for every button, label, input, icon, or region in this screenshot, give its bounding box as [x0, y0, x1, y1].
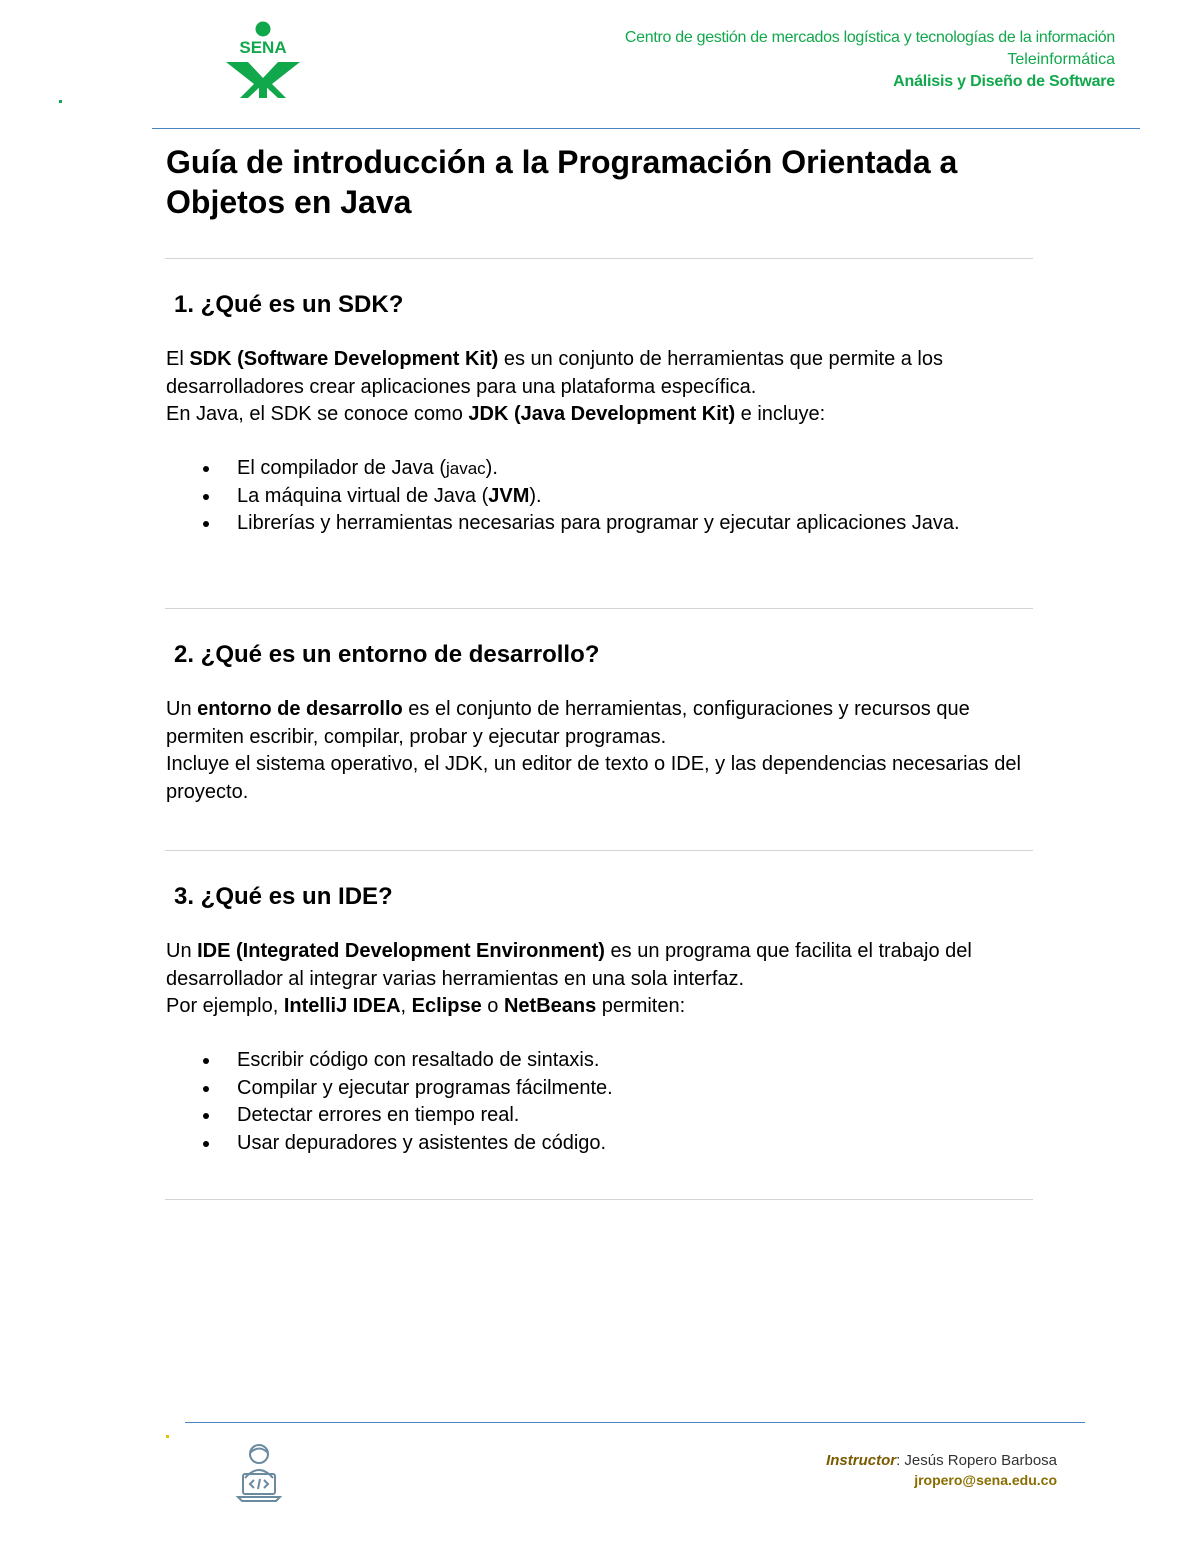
- decorative-dot: [166, 1435, 169, 1438]
- section-2-heading: 2. ¿Qué es un entorno de desarrollo?: [174, 641, 600, 668]
- sena-logo: [220, 20, 306, 100]
- header-divider: [152, 128, 1140, 129]
- program-name: Análisis y Diseño de Software: [893, 73, 1115, 90]
- list-item: Detectar errores en tiempo real.: [200, 1102, 1060, 1130]
- list-item: Usar depuradores y asistentes de código.: [200, 1130, 1060, 1158]
- section-2-paragraph: Un entorno de desarrollo es el conjunto de herramientas, configuraciones y recursos que permiten escribir, compilar, probar y ejecutar programas. Incluye el sistema operativo, el JDK, un editor de texto o IDE, y las dependencias necesarias del proyecto.: [166, 698, 1021, 803]
- instructor-name: : Jesús Ropero Barbosa: [896, 1452, 1057, 1469]
- section-divider: [165, 608, 1033, 609]
- ide-term: IDE (Integrated Development Environment): [197, 940, 605, 962]
- jdk-contents-list: [200, 455, 1060, 538]
- section-1-paragraph: El SDK (Software Development Kit) es un conjunto de herramientas que permite a los desarrolladores crear aplicaciones para una plataforma específica. En Java, el SDK se conoce como JDK (Java Development Kit) e incluye:: [166, 348, 943, 425]
- section-divider: [165, 850, 1033, 851]
- developer-icon: [236, 1442, 282, 1504]
- section-3-paragraph: Un IDE (Integrated Development Environment) es un programa que facilita el trabajo del desarrollador al integrar varias herramientas en una sola interfaz. Por ejemplo, IntelliJ IDEA, Eclipse o NetBeans permiten:: [166, 940, 972, 1017]
- footer-divider: [185, 1422, 1085, 1423]
- instructor-line: [826, 1452, 1057, 1469]
- logo-text: SENA: [239, 38, 287, 57]
- jdk-term: JDK (Java Development Kit): [468, 403, 736, 425]
- list-item: Escribir código con resaltado de sintaxis.: [200, 1047, 1060, 1075]
- javac-code: javac: [445, 459, 486, 478]
- section-divider: [165, 258, 1033, 259]
- list-item: Librerías y herramientas necesarias para programar y ejecutar aplicaciones Java.: [200, 510, 1060, 538]
- decorative-dot: [59, 100, 62, 103]
- instructor-email: jropero@sena.edu.co: [914, 1472, 1057, 1488]
- department-name: Teleinformática: [1007, 51, 1115, 68]
- section-1-heading: 1. ¿Qué es un SDK?: [174, 291, 404, 318]
- page-title: Guía de introducción a la Programación Orientada a Objetos en Java: [166, 144, 958, 220]
- list-item: La máquina virtual de Java (JVM).: [200, 483, 1060, 511]
- entorno-term: entorno de desarrollo: [197, 698, 403, 720]
- section-divider: [165, 1199, 1033, 1200]
- center-name: Centro de gestión de mercados logística y tecnologías de la información: [624, 29, 1115, 46]
- list-item: Compilar y ejecutar programas fácilmente.: [200, 1075, 1060, 1103]
- sdk-term: SDK (Software Development Kit): [189, 348, 499, 370]
- ide-features-list: [200, 1047, 1060, 1157]
- section-3-heading: 3. ¿Qué es un IDE?: [174, 883, 393, 910]
- instructor-label: Instructor: [826, 1452, 897, 1469]
- list-item: El compilador de Java (javac).: [200, 455, 1060, 483]
